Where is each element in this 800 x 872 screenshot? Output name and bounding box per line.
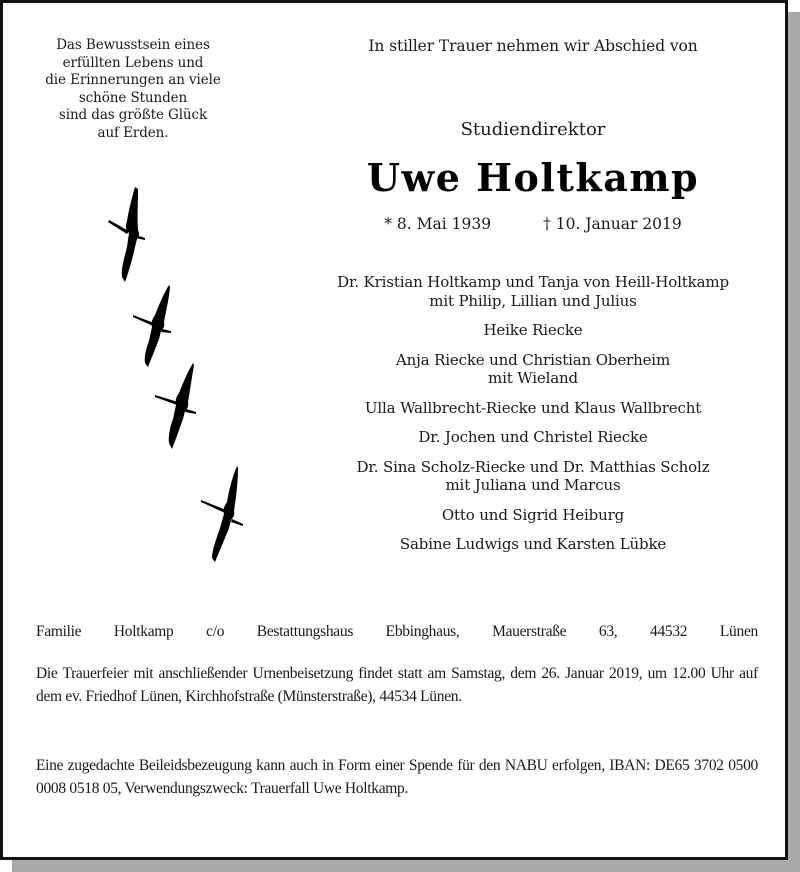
mourner-entry bbox=[293, 273, 773, 310]
motto-line: auf Erden. bbox=[97, 124, 169, 141]
mourner-entry bbox=[293, 535, 773, 554]
motto-line: Das Bewusstsein eines bbox=[56, 37, 210, 53]
birth-date: * 8. Mai 1939 bbox=[384, 215, 492, 233]
flying-cranes-icon bbox=[93, 181, 263, 571]
mourner-line: Anja Riecke und Christian Oberheim bbox=[395, 350, 671, 369]
mourner-line: mit Philip, Lillian und Julius bbox=[429, 291, 637, 310]
crane-icon bbox=[155, 363, 196, 449]
mourner-entry bbox=[293, 458, 773, 495]
death-date: † 10. Januar 2019 bbox=[543, 215, 682, 233]
mourner-line: Ulla Wallbrecht-Riecke und Klaus Wallbrecht bbox=[364, 398, 702, 417]
funeral-service-info: Die Trauerfeier mit anschließender Urnenbeisetzung findet statt am Samstag, dem 26. Januar 2019, um 12.00 Uhr auf dem ev. Friedhof Lünen, Kirchhofstraße (Münsterstraße), 44534 Lünen. bbox=[36, 665, 758, 705]
life-dates bbox=[303, 215, 763, 233]
mourner-line: Heike Riecke bbox=[483, 321, 583, 339]
motto-line: erfüllten Lebens und bbox=[62, 54, 204, 71]
crane-icon bbox=[108, 187, 145, 282]
motto-line: schöne Stunden bbox=[78, 89, 188, 106]
mourner-entry bbox=[293, 428, 773, 447]
motto-line: sind das größte Glück bbox=[58, 107, 208, 123]
donation-info: Eine zugedachte Beileidsbezeugung kann auch in Form einer Spende für den NABU erfolgen, IBAN: DE65 3702 0500 0008 0518 05, Verwendungszweck: Trauerfall Uwe Holtkamp. bbox=[36, 757, 758, 797]
mourner-line: Sabine Ludwigs und Karsten Lübke bbox=[399, 535, 667, 553]
mourner-line: Dr. Sina Scholz-Riecke und Dr. Matthias Scholz bbox=[356, 457, 710, 476]
deceased-title: Studiendirektor bbox=[460, 119, 606, 140]
intro-text: In stiller Trauer nehmen wir Abschied von bbox=[368, 37, 698, 55]
deceased-name: Uwe Holtkamp bbox=[366, 155, 700, 200]
motto-quote bbox=[23, 37, 243, 142]
mourner-entry bbox=[293, 506, 773, 525]
mourners-list bbox=[293, 273, 773, 565]
mourner-line: mit Juliana und Marcus bbox=[445, 476, 621, 494]
mourner-entry bbox=[293, 321, 773, 340]
mourner-line: Dr. Jochen und Christel Riecke bbox=[418, 428, 648, 446]
mourner-entry bbox=[293, 351, 773, 388]
mourner-entry bbox=[293, 399, 773, 418]
crane-icon bbox=[201, 466, 243, 562]
family-address: Familie Holtkamp c/o Bestattungshaus Ebbinghaus, Mauerstraße 63, 44532 Lünen bbox=[36, 623, 758, 640]
mourner-line: Otto und Sigrid Heiburg bbox=[441, 505, 625, 524]
crane-icon bbox=[133, 285, 171, 367]
motto-line: die Erinnerungen an viele bbox=[45, 72, 221, 88]
mourner-line: Dr. Kristian Holtkamp und Tanja von Heill-Holtkamp bbox=[337, 273, 729, 291]
mourner-line: mit Wieland bbox=[488, 369, 578, 387]
